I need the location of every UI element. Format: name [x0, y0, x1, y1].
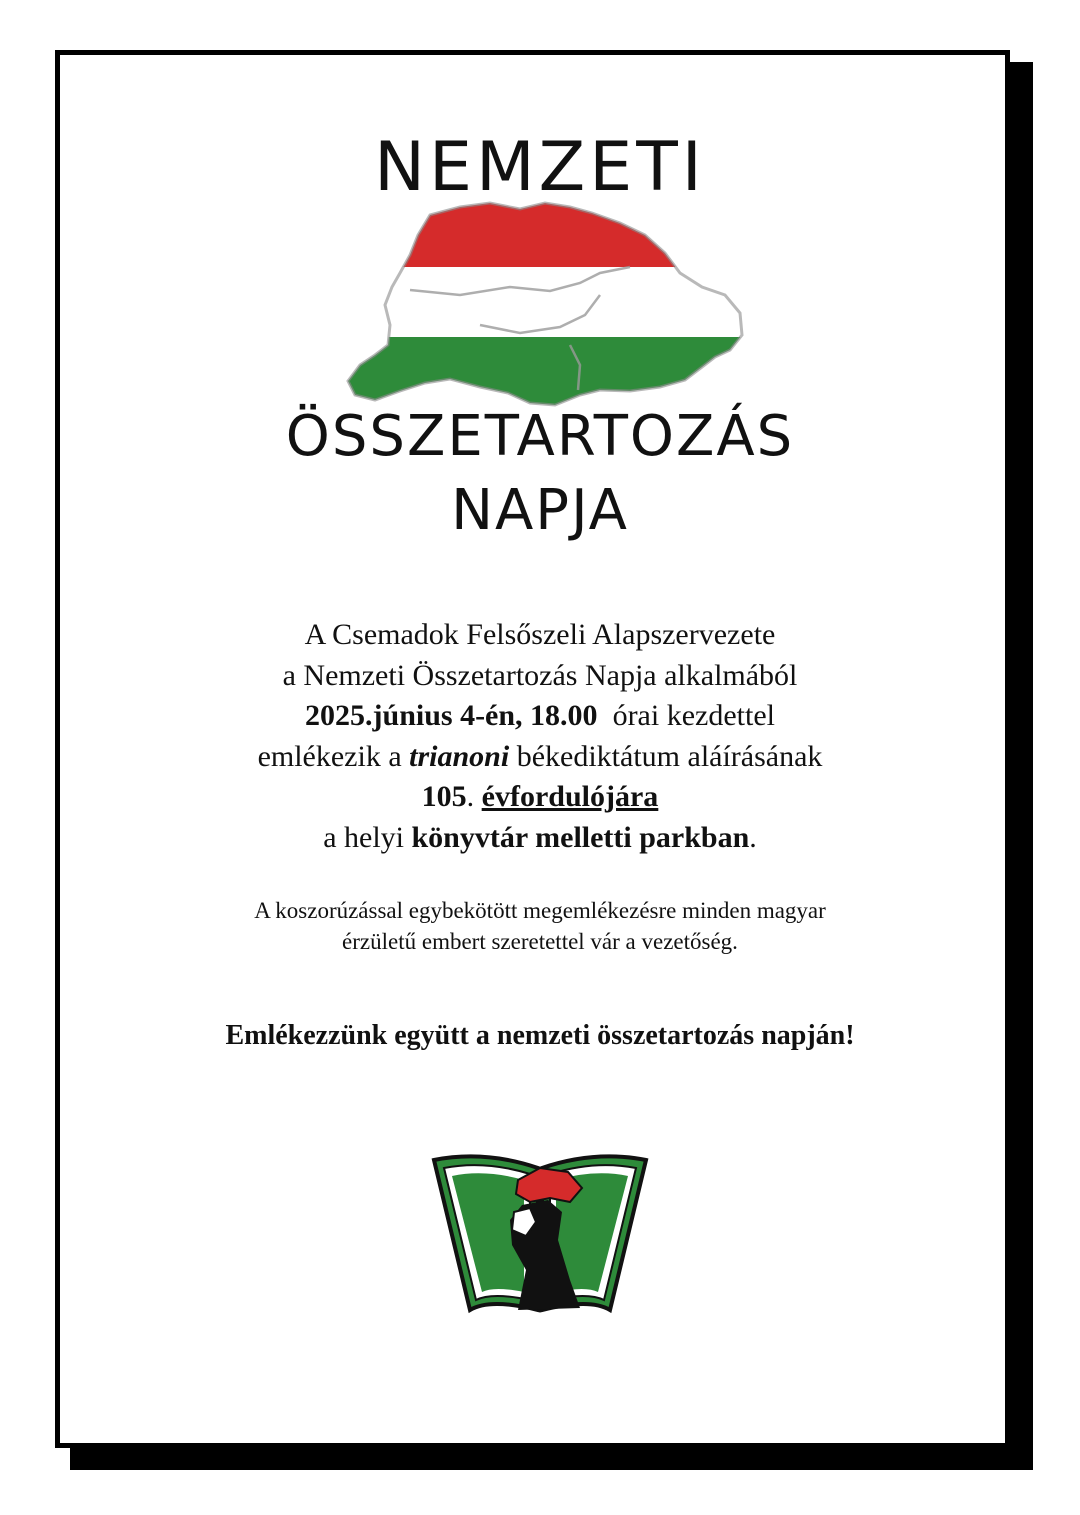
csemadok-book-logo-icon	[430, 1150, 650, 1315]
title-nemzeti: NEMZETI	[374, 128, 706, 207]
title-napja: NAPJA	[451, 478, 629, 543]
wreath-note-line-1: A koszorúzással egybekötött megemlékezésre minden magyar	[254, 898, 826, 923]
wreath-note-line-2: érzületű embert szeretettel vár a vezetőség.	[342, 929, 738, 954]
body-line-6	[0, 818, 1080, 859]
body-line-3-rest: órai kezdettel	[597, 699, 775, 732]
closing-slogan: Emlékezzünk együtt a nemzeti összetartozás napján!	[225, 1020, 855, 1051]
event-date-time: 2025.június 4-én, 18.00	[305, 699, 598, 732]
trianoni-word: trianoni	[409, 739, 510, 773]
body-line-3	[0, 696, 1080, 737]
body-line-4-post: békediktátum aláírásának	[509, 739, 823, 773]
body-line-2: a Nemzeti Összetartozás Napja alkalmából	[282, 658, 798, 692]
title-osszetartozas: ÖSSZETARTOZÁS	[285, 404, 795, 469]
event-location: könyvtár melletti parkban	[411, 820, 750, 854]
body-line-4	[0, 737, 1080, 778]
wreath-note	[0, 895, 1080, 957]
anniversary-number: 105	[421, 780, 467, 813]
invitation-body	[0, 615, 1080, 858]
body-line-4-pre: emlékezik a	[257, 739, 410, 773]
greater-hungary-flag-map-icon	[330, 195, 760, 420]
body-line-6-pre: a helyi	[323, 820, 412, 854]
anniversary-word: évfordulójára	[481, 780, 659, 813]
body-line-5	[0, 777, 1080, 818]
body-line-5-dot: .	[466, 780, 482, 813]
body-line-6-post: .	[749, 820, 757, 854]
body-line-1: A Csemadok Felsőszeli Alapszervezete	[304, 618, 776, 651]
